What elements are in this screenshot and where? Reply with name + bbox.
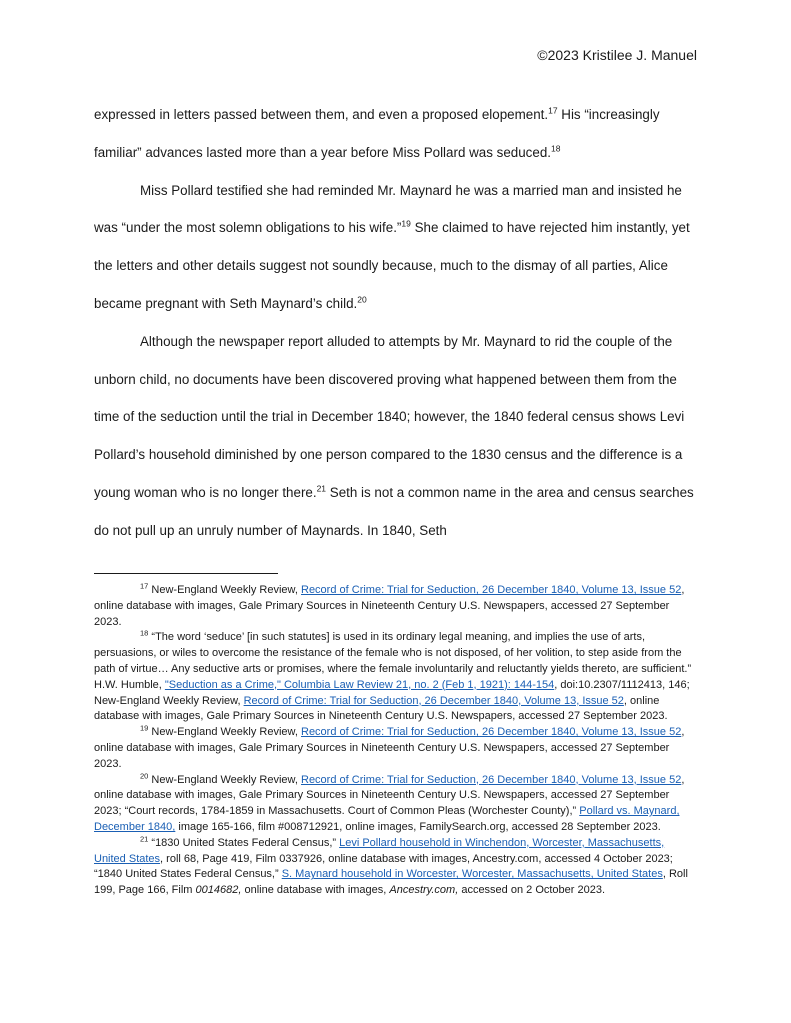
footnote-text: New-England Weekly Review, bbox=[148, 773, 301, 786]
footnote-text: , online database with images, Gale Primary Sources in Nineteenth Century U.S. Newspapers, accessed 27 September 2023. bbox=[94, 694, 668, 723]
footnote-number: 18 bbox=[140, 628, 149, 638]
footnote-text: , online database with images, Gale Primary Sources in Nineteenth Century U.S. Newspapers, accessed 27 September 2023. bbox=[94, 726, 685, 770]
footnote-link[interactable]: Record of Crime: Trial for Seduction, 26 December 1840, Volume 13, Issue 52 bbox=[301, 726, 682, 739]
footnote-text: “The word ‘seduce’ [in such statutes] is used in its ordinary legal meaning, and implies the use of arts, persuasions, or wiles to overcome the resistance of the female who is not disposed, of her volition, to step aside from the path of virtue… Any seductive arts or promises, where the female involuntarily and reluctantly yields thereto, are sufficient.” H.W. Humble, bbox=[94, 631, 692, 691]
footnote-ref-21[interactable]: 21 bbox=[316, 483, 327, 494]
footnote-link[interactable]: Pollard vs. Maynard, December 1840, bbox=[94, 805, 680, 833]
footnote-number: 19 bbox=[140, 723, 149, 733]
footnote-text: “1830 United States Federal Census,” bbox=[148, 836, 340, 849]
footnote-ref-20[interactable]: 20 bbox=[357, 294, 367, 305]
footnote-text: , online database with images, Gale Primary Sources in Nineteenth Century U.S. Newspapers, accessed 27 September 2023. bbox=[94, 584, 685, 628]
paragraph-text: Seth is not a common name in the area and census searches do not pull up an unruly number of Maynards. In 1840, Seth bbox=[94, 484, 694, 538]
paragraph-text: She claimed to have rejected him instantly, yet the letters and other details suggest not soundly because, much to the dismay of all parties, Alice became pregnant with Seth Maynard’s child. bbox=[94, 220, 690, 311]
footnote-number: 20 bbox=[140, 770, 149, 780]
footnote-number: 17 bbox=[140, 581, 149, 591]
footnote-number: 21 bbox=[140, 834, 149, 844]
paragraph-2 bbox=[94, 172, 694, 323]
paragraph-text: Although the newspaper report alluded to attempts by Mr. Maynard to rid the couple of the unborn child, no documents have been discovered proving what happened between them from the time of the seduction until the trial in December 1840; however, the 1840 federal census shows Levi Pollard’s household diminished by one person compared to the 1830 census and the difference is a young woman who is no longer there. bbox=[94, 333, 685, 500]
footnote-italic-text: 0014682, bbox=[195, 884, 242, 897]
footnote-link[interactable]: Levi Pollard household in Winchendon, Worcester, Massachusetts, United States bbox=[94, 836, 665, 865]
paragraph-3 bbox=[94, 323, 694, 550]
footnote-19 bbox=[94, 725, 696, 772]
paragraph-text: Miss Pollard testified she had reminded Mr. Maynard he was a married man and insisted he was “under the most solemn obligations to his wife.” bbox=[94, 182, 682, 236]
footnote-italic-text: Ancestry.com, bbox=[389, 884, 459, 897]
body-text bbox=[94, 96, 694, 550]
footnote-text: New-England Weekly Review, bbox=[148, 584, 301, 596]
footnote-ref-17[interactable]: 17 bbox=[548, 105, 558, 116]
footnote-text: , Roll 199, Page 166, Film bbox=[94, 868, 688, 897]
paragraph-text: expressed in letters passed between them, and even a proposed elopement. bbox=[94, 107, 549, 122]
footnote-text: online database with images, bbox=[241, 884, 390, 897]
footnote-ref-19[interactable]: 19 bbox=[401, 218, 411, 229]
footnote-link[interactable]: Record of Crime: Trial for Seduction, 26 December 1840, Volume 13, Issue 52 bbox=[301, 584, 682, 596]
footnote-separator bbox=[94, 573, 278, 574]
footnote-18 bbox=[94, 630, 696, 725]
footnote-link[interactable]: "Seduction as a Crime," Columbia Law Review 21, no. 2 (Feb 1, 1921): 144-154 bbox=[164, 678, 555, 691]
footnote-link[interactable]: S. Maynard household in Worcester, Worcester, Massachusetts, United States bbox=[281, 868, 663, 881]
footnote-text: image 165-166, film #008712921, online images, FamilySearch.org, accessed 28 September 2023. bbox=[175, 820, 661, 833]
paragraph-text: His “increasingly familiar” advances lasted more than a year before Miss Pollard was seduced. bbox=[94, 107, 660, 160]
footnote-17 bbox=[94, 583, 696, 630]
footnote-text: accessed on 2 October 2023. bbox=[458, 884, 606, 897]
footnote-text: , online database with images, Gale Primary Sources in Nineteenth Century U.S. Newspapers, accessed 27 September 2023; “Court records, 1784-1859 in Massachusetts. Court of Common Pleas (Worchester County),” bbox=[94, 773, 685, 818]
footnote-text: New-England Weekly Review, bbox=[148, 726, 301, 739]
footnote-ref-18[interactable]: 18 bbox=[551, 143, 561, 154]
copyright-header: ©2023 Kristilee J. Manuel bbox=[537, 47, 697, 63]
footnotes bbox=[94, 583, 696, 899]
footnote-link[interactable]: Record of Crime: Trial for Seduction, 26 December 1840, Volume 13, Issue 52 bbox=[301, 773, 682, 786]
paragraph-1 bbox=[94, 96, 694, 172]
footnote-link[interactable]: Record of Crime: Trial for Seduction, 26 December 1840, Volume 13, Issue 52 bbox=[243, 694, 624, 707]
footnote-20 bbox=[94, 770, 696, 836]
footnote-21 bbox=[94, 836, 696, 899]
footnote-text: , roll 68, Page 419, Film 0337926, online database with images, Ancestry.com, accessed 4 October 2023; “1840 United States Federal Census,” bbox=[94, 852, 673, 881]
footnote-text: , doi:10.2307/1112413, 146; New-England Weekly Review, bbox=[94, 678, 690, 707]
